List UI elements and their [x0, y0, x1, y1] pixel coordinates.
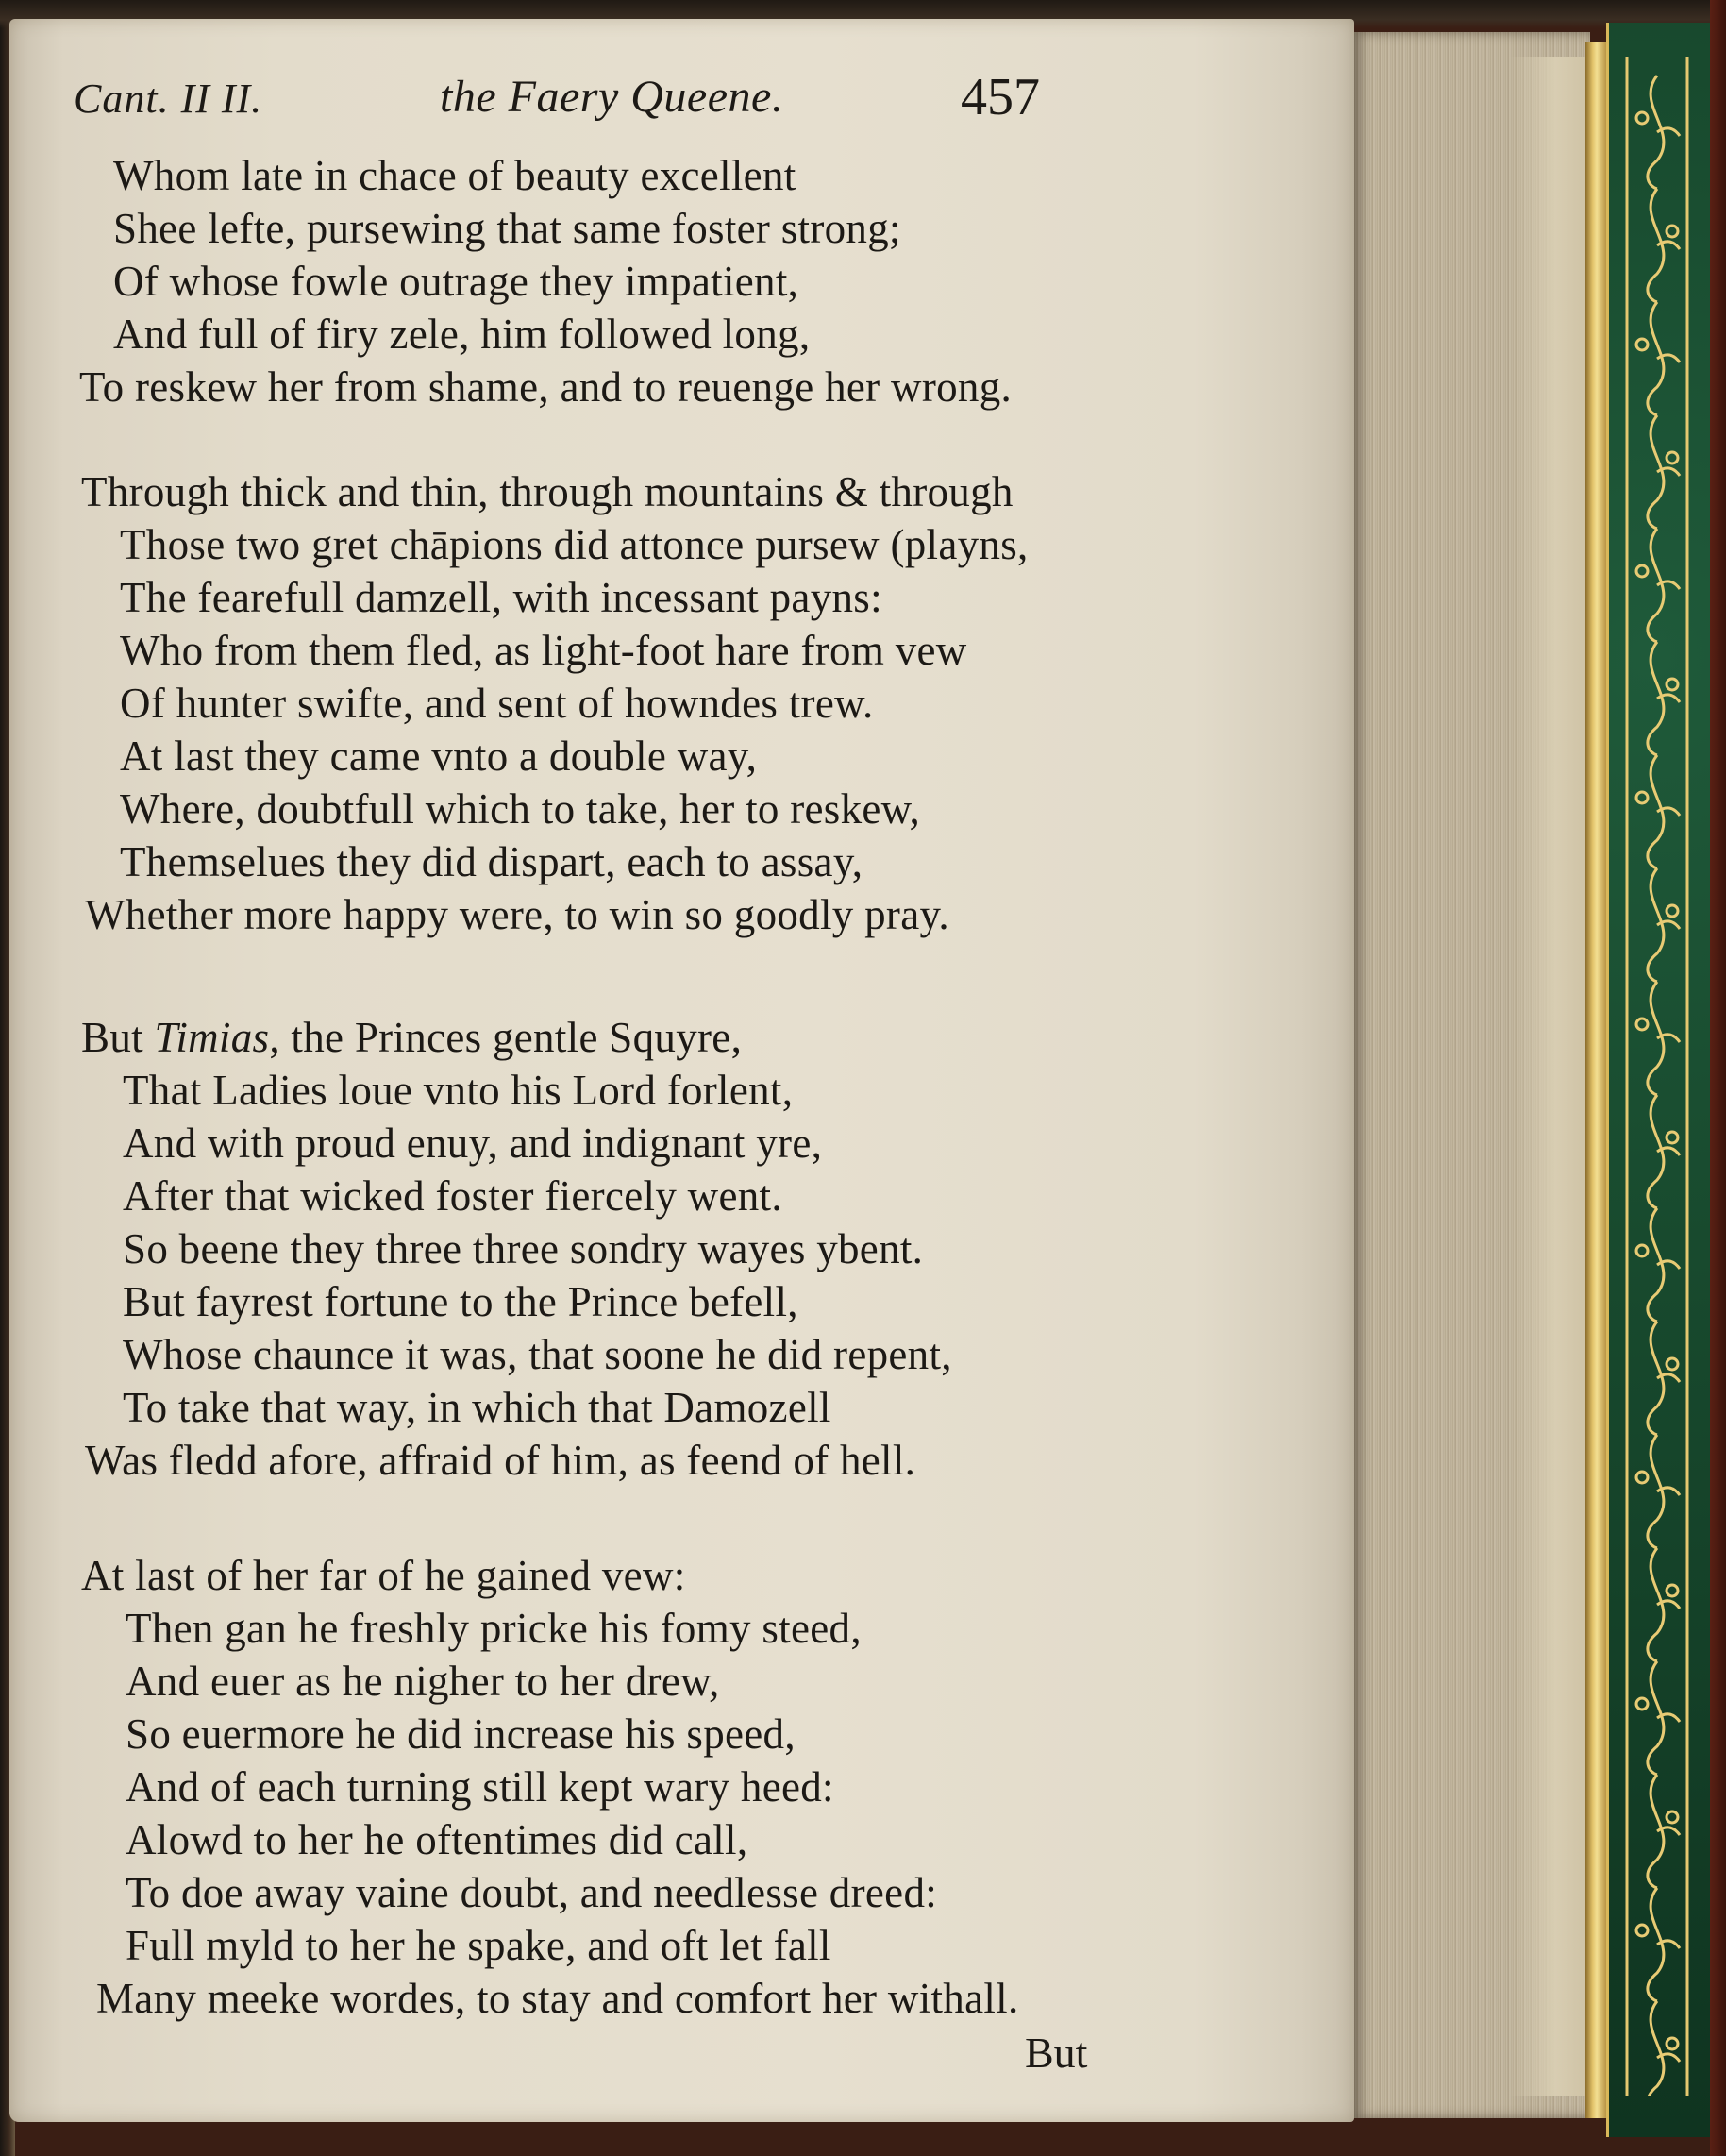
verse-line: At last of her far of he gained vew: [81, 1552, 686, 1599]
verse-line: But fayrest fortune to the Prince befell, [123, 1278, 798, 1325]
verse-line: Who from them fled, as light-foot hare from vew [120, 627, 967, 674]
verse-line: And euer as he nigher to her drew, [126, 1658, 720, 1705]
verse-line: Full myld to her he spake, and oft let fall [126, 1922, 831, 1969]
verse-line: To doe away vaine doubt, and needlesse dreed: [126, 1869, 938, 1916]
verse-line: Of whose fowle outrage they impatient, [113, 258, 799, 305]
verse-line: To take that way, in which that Damozell [123, 1384, 831, 1431]
verse-line: At last they came vnto a double way, [120, 733, 758, 780]
verse-line: Whose chaunce it was, that soone he did repent, [123, 1331, 952, 1378]
verse-line: So beene they three three sondry wayes ybent. [123, 1225, 924, 1272]
verse-line: Where, doubtfull which to take, her to reskew, [120, 785, 921, 833]
running-header [0, 68, 1132, 146]
verse-line: Many meeke wordes, to stay and comfort her withall. [96, 1975, 1019, 2022]
page-fore-edge-highlight [1510, 57, 1585, 2096]
verse-line: So euermore he did increase his speed, [126, 1710, 796, 1758]
verse-line: But Timias, the Princes gentle Squyre, [81, 1014, 743, 1061]
verse-line: Through thick and thin, through mountains & through [81, 468, 1014, 515]
verse-line: That Ladies loue vnto his Lord forlent, [123, 1067, 794, 1114]
catchword: But [1025, 2029, 1088, 2077]
verse-line: Shee lefte, pursewing that same foster strong; [113, 205, 901, 252]
verse-line: Then gan he freshly pricke his fomy steed, [126, 1605, 862, 1652]
canto-number: Cant. II II. [74, 76, 263, 122]
verse-line: Of hunter swifte, and sent of howndes trew. [120, 680, 874, 727]
gilt-edge [1585, 42, 1606, 2118]
verse-line: Whether more happy were, to win so goodly pray. [85, 891, 949, 938]
verse-line: Alowd to her he oftentimes did call, [126, 1816, 748, 1863]
verse-line: Those two gret chāpions did attonce pursew (playns, [120, 521, 1029, 568]
verse-line: After that wicked foster fiercely went. [123, 1172, 782, 1220]
running-title: the Faery Queene. [440, 72, 784, 122]
verse-line: And with proud enuy, and indignant yre, [123, 1120, 823, 1167]
verse-line: And full of firy zele, him followed long, [113, 311, 811, 358]
verse-line: And of each turning still kept wary heed: [126, 1763, 834, 1811]
verse-line: Whom late in chace of beauty excellent [113, 152, 796, 199]
verse-line: The fearefull damzell, with incessant payns: [120, 574, 882, 621]
verse-line: To reskew her from shame, and to reuenge her wrong. [79, 363, 1013, 411]
verse-line: Was fledd afore, affraid of him, as feend of hell. [85, 1437, 916, 1484]
verse-line: Themselues they did dispart, each to assay, [120, 838, 863, 885]
page-number: 457 [961, 68, 1040, 126]
cover-outer-edge [1710, 0, 1726, 2156]
gilt-vine-ornament [1621, 57, 1693, 2096]
italic-name: Timias [154, 1014, 270, 1061]
